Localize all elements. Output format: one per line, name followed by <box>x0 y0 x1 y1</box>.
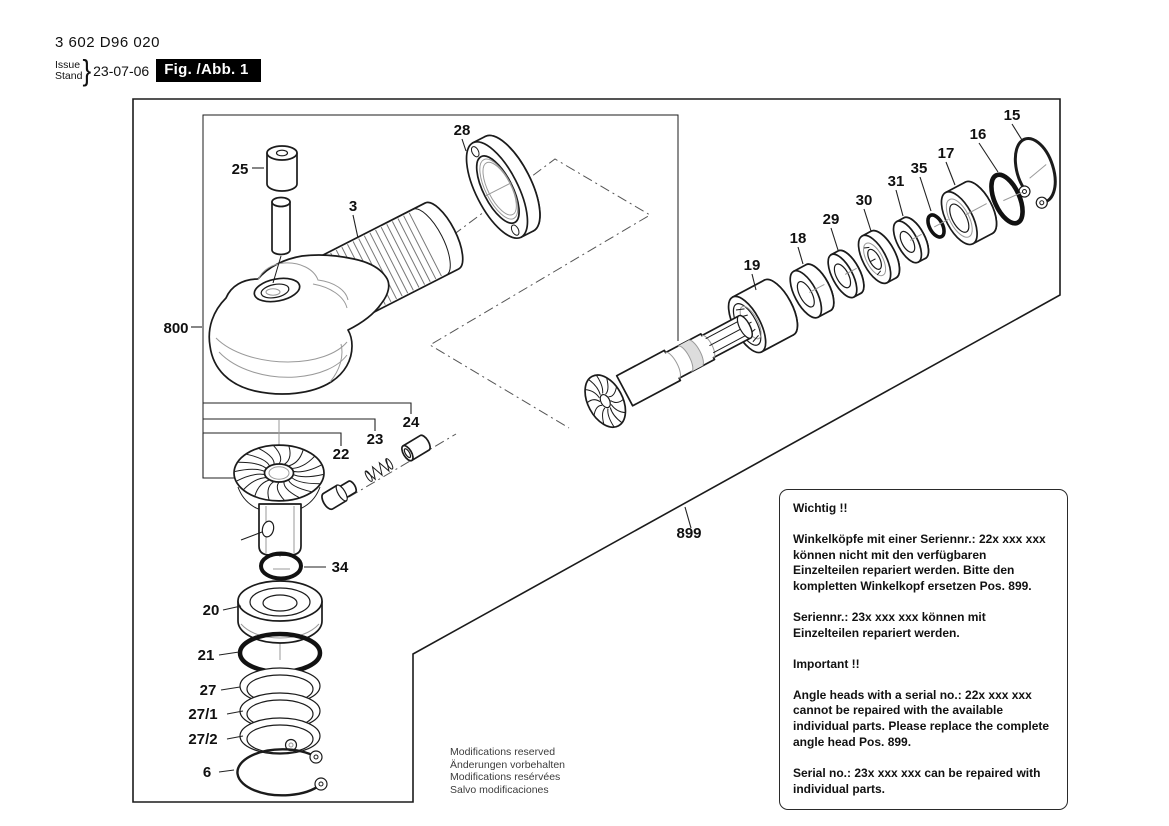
part-label-800: 800 <box>163 320 189 337</box>
part-label-6: 6 <box>202 764 212 781</box>
part-label-25: 25 <box>231 161 249 178</box>
figure-label: Fig. /Abb. 1 <box>156 59 260 82</box>
part-label-21: 21 <box>197 647 215 664</box>
note-title-en: Important !! <box>793 656 860 671</box>
note-title-de: Wichtig !! <box>793 501 848 515</box>
serial-note-box <box>779 489 1068 810</box>
modifications-line-es: Salvo modificaciones <box>450 783 549 796</box>
part-label-31: 31 <box>887 173 905 190</box>
modifications-line-en: Modifications reserved <box>450 746 556 758</box>
part-15-circlip <box>1004 133 1064 213</box>
part-24-sleeve <box>400 434 433 463</box>
part-label-18: 18 <box>789 230 807 247</box>
part-label-34: 34 <box>331 559 349 576</box>
part-label-15: 15 <box>1003 107 1021 124</box>
part-label-899: 899 <box>676 525 702 542</box>
part-label-28: 28 <box>453 122 471 139</box>
housing-body <box>209 255 388 394</box>
part-23-spring <box>364 458 394 483</box>
note-body-de-1: Winkelköpfe mit einer Seriennr.: 22x xxx xxx können nicht mit den verfügbaren Einzelteilen repariert werden. Bitte den kompletten Winkelkopf ersetzen Pos. 899. <box>793 531 1046 594</box>
part-label-3: 3 <box>348 198 358 215</box>
issue-date: 23-07-06 <box>93 62 150 79</box>
note-body-de-2: Seriennr.: 23x xxx xxx können mit Einzelteilen repariert werden. <box>793 610 986 640</box>
part-label-27-2: 27/2 <box>188 731 218 748</box>
document-number: 3 602 D96 020 <box>55 34 160 51</box>
modifications-note <box>450 746 565 796</box>
part-34-o-ring <box>261 554 301 579</box>
part-label-16: 16 <box>969 126 987 143</box>
part-pinion-shaft <box>577 300 763 434</box>
part-label-19: 19 <box>743 257 761 274</box>
modifications-line-de: Änderungen vorbehalten <box>450 758 566 771</box>
brace-glyph: } <box>82 52 92 88</box>
modifications-line-fr: Modifications resérvées <box>450 771 561 784</box>
part-label-29: 29 <box>822 211 840 228</box>
part-label-24: 24 <box>402 414 420 431</box>
part-label-20: 20 <box>202 602 220 619</box>
part-28-ring-nut <box>454 127 552 247</box>
issue-label: Issue <box>55 58 81 71</box>
part-22-detent-plunger <box>320 478 360 512</box>
part-label-35: 35 <box>910 160 928 177</box>
part-label-30: 30 <box>855 192 873 209</box>
note-body-en-2: Serial no.: 23x xxx xxx can be repaired with individual parts. <box>793 765 1041 796</box>
part-label-27: 27 <box>199 682 217 699</box>
part-label-17: 17 <box>937 145 955 162</box>
note-body-en-1: Angle heads with a serial no.: 22x xxx xxx cannot be repaired with the available individual parts. Please replace the complete angle head Pos. 899. <box>793 687 1050 750</box>
part-label-27-1: 27/1 <box>188 706 218 723</box>
part-spindle-bevel-gear <box>234 445 324 555</box>
part-label-23: 23 <box>366 431 384 448</box>
part-6-snap-ring <box>237 749 327 795</box>
stand-label: Stand <box>55 69 83 82</box>
part-label-22: 22 <box>332 446 350 463</box>
